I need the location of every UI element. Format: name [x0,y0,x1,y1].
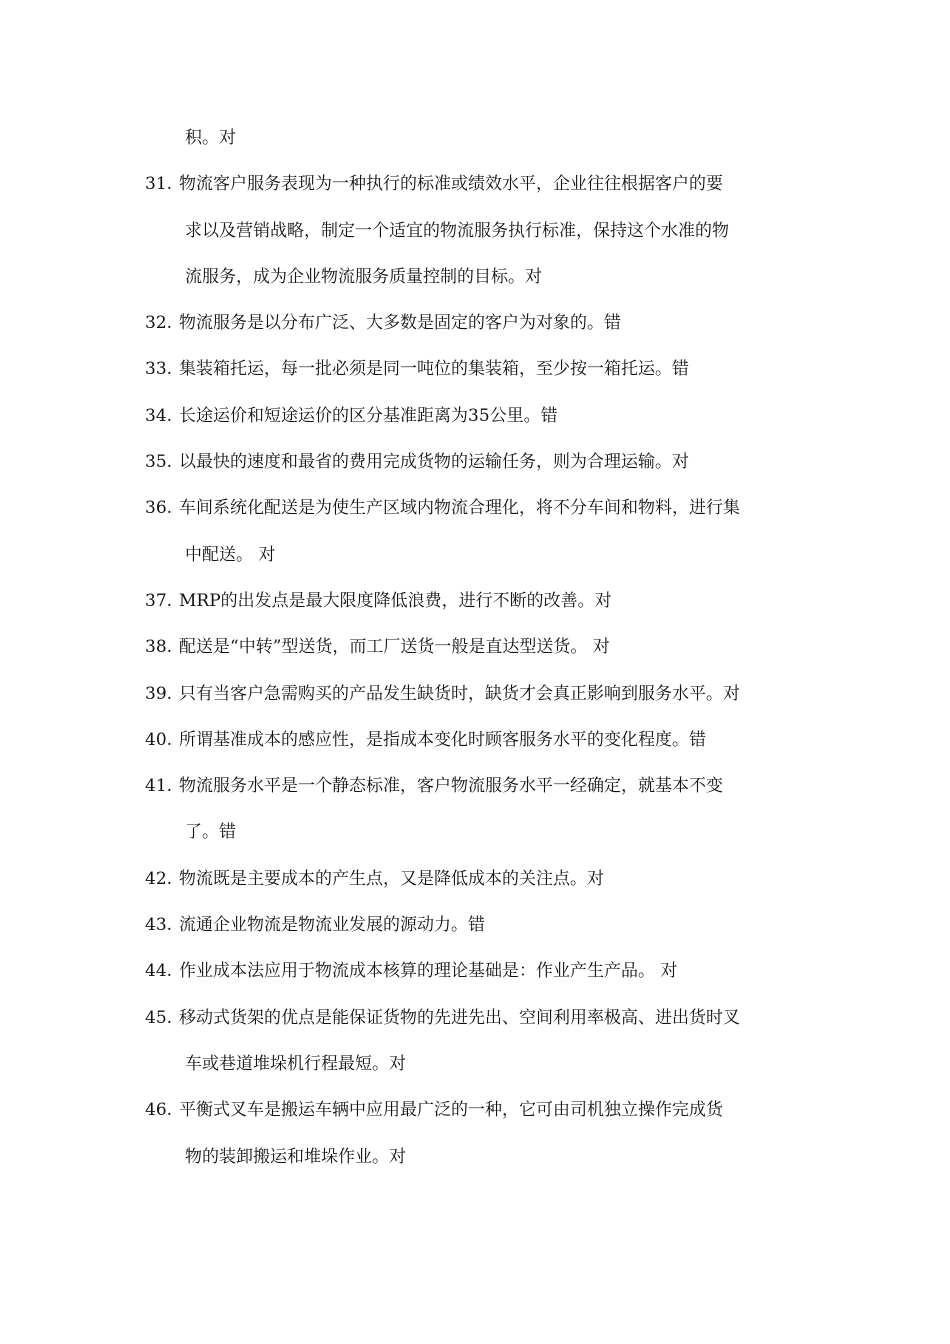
list-item-39 [145,671,810,717]
item-number: 31. [145,174,173,195]
item-number: 42. [145,868,173,889]
item-number: 44. [145,961,173,982]
question-list [145,115,810,1180]
line-text: 车或巷道堆垛机行程最短。对 [185,1053,406,1074]
list-item-33 [145,346,810,392]
list-item-43 [145,902,810,948]
line-text: 求以及营销战略，制定一个适宜的物流服务执行标准，保持这个水准的物 [185,220,729,241]
item-number: 39. [145,683,173,704]
line-text: 中配送。 对 [185,544,276,565]
line-text: 物的装卸搬运和堆垛作业。对 [185,1146,406,1167]
list-item-46 [145,1087,810,1133]
item-number: 37. [145,590,173,611]
line-text: 积。对 [185,128,236,148]
list-item-34 [145,393,810,439]
line-text: 所谓基准成本的感应性，是指成本变化时顾客服务水平的变化程度。错 [179,729,706,750]
list-item-continuation [145,809,810,855]
line-text: MRP的出发点是最大限度降低浪费，进行不断的改善。对 [179,590,612,611]
list-item-35 [145,439,810,485]
item-number: 45. [145,1007,173,1028]
line-text: 物流既是主要成本的产生点，又是降低成本的关注点。对 [179,868,604,889]
list-item-continuation [145,208,810,254]
list-item-45 [145,995,810,1041]
list-item-44 [145,948,810,994]
list-item-continuation [145,1134,810,1180]
list-item-41 [145,763,810,809]
line-text: 作业成本法应用于物流成本核算的理论基础是：作业产生产品。 对 [179,961,678,982]
line-text: 只有当客户急需购买的产品发生缺货时，缺货才会真正影响到服务水平。对 [179,683,740,704]
line-text: 物流服务是以分布广泛、大多数是固定的客户为对象的。错 [179,313,621,334]
list-item-32 [145,300,810,346]
line-text: 物流服务水平是一个静态标准，客户物流服务水平一经确定，就基本不变 [179,776,723,797]
line-text: 集装箱托运，每一批必须是同一吨位的集装箱，至少按一箱托运。错 [179,359,689,380]
line-text: 平衡式叉车是搬运车辆中应用最广泛的一种，它可由司机独立操作完成货 [179,1100,723,1121]
line-text: 流通企业物流是物流业发展的源动力。错 [179,915,485,936]
line-text: 物流客户服务表现为一种执行的标准或绩效水平，企业往往根据客户的要 [179,174,723,195]
line-text: 长途运价和短途运价的区分基准距离为35公里。错 [179,405,558,426]
list-item-continuation [145,254,810,300]
item-number: 43. [145,915,173,936]
item-number: 35. [145,452,173,473]
item-number: 32. [145,313,173,334]
list-item-42 [145,856,810,902]
list-item-38 [145,624,810,670]
item-number: 41. [145,776,173,797]
list-item-40 [145,717,810,763]
item-number: 38. [145,637,173,658]
list-item-continuation [145,532,810,578]
item-number: 46. [145,1100,173,1121]
list-item-37 [145,578,810,624]
line-text: 流服务，成为企业物流服务质量控制的目标。对 [185,266,542,287]
list-item-continuation [145,1041,810,1087]
list-item-continuation [145,115,810,161]
line-text: 配送是“中转”型送货，而工厂送货一般是直达型送货。 对 [179,637,610,658]
line-text: 车间系统化配送是为使生产区域内物流合理化，将不分车间和物料，进行集 [179,498,740,519]
item-number: 33. [145,359,173,380]
line-text: 了。错 [185,822,236,843]
item-number: 36. [145,498,173,519]
line-text: 移动式货架的优点是能保证货物的先进先出、空间利用率极高、进出货时叉 [179,1007,740,1028]
list-item-31 [145,161,810,207]
list-item-36 [145,485,810,531]
item-number: 40. [145,729,173,750]
line-text: 以最快的速度和最省的费用完成货物的运输任务，则为合理运输。对 [179,452,689,473]
item-number: 34. [145,405,173,426]
